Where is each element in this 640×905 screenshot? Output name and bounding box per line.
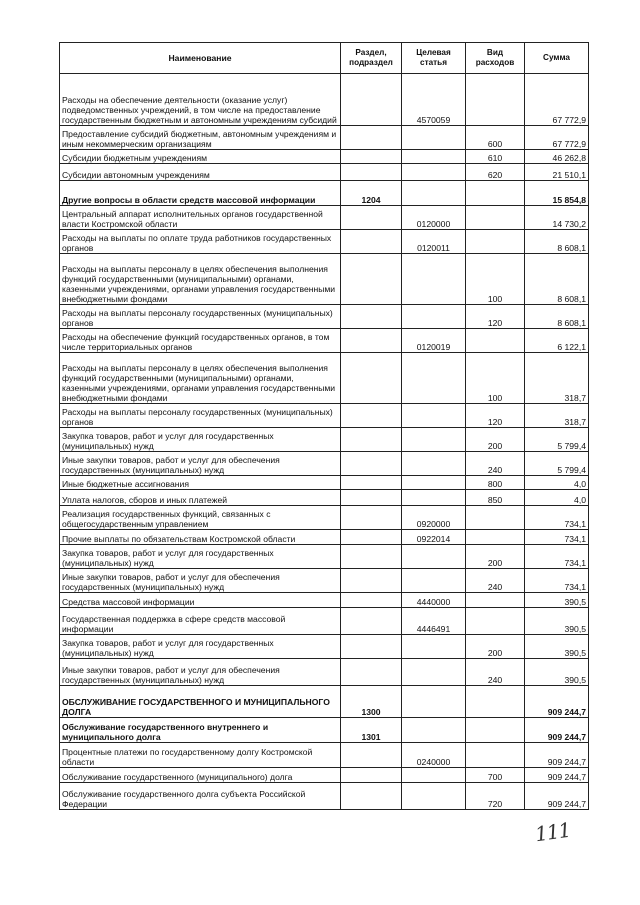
cell-section [341,428,402,452]
cell-name: Другие вопросы в области средств массовой информации [60,181,341,206]
cell-target: 0920000 [402,506,466,530]
table-row [60,230,589,254]
cell-name: Субсидии автономным учреждениям [60,164,341,181]
cell-name: Субсидии бюджетным учреждениям [60,150,341,164]
cell-expense [466,718,525,743]
cell-sum: 390,5 [525,635,589,659]
cell-expense: 620 [466,164,525,181]
cell-sum: 909 244,7 [525,718,589,743]
table-row [60,718,589,743]
cell-expense: 850 [466,490,525,506]
cell-expense: 600 [466,126,525,150]
cell-name: Предоставление субсидий бюджетным, автономным учреждениям и иным некоммерческим организациям [60,126,341,150]
budget-table [59,42,589,810]
cell-section [341,506,402,530]
cell-target [402,659,466,686]
cell-name: Иные бюджетные ассигнования [60,476,341,490]
cell-target: 4446491 [402,608,466,635]
cell-expense [466,181,525,206]
cell-target [402,305,466,329]
cell-name: Процентные платежи по государственному долгу Костромской области [60,743,341,768]
cell-section [341,230,402,254]
cell-expense [466,329,525,353]
cell-expense: 800 [466,476,525,490]
cell-section [341,126,402,150]
cell-target [402,164,466,181]
cell-sum: 21 510,1 [525,164,589,181]
cell-sum: 8 608,1 [525,254,589,305]
cell-target [402,353,466,404]
cell-section: 1204 [341,181,402,206]
cell-expense [466,743,525,768]
cell-target [402,428,466,452]
cell-name: ОБСЛУЖИВАНИЕ ГОСУДАРСТВЕННОГО И МУНИЦИПАЛЬНОГО ДОЛГА [60,686,341,718]
cell-sum: 909 244,7 [525,743,589,768]
cell-sum: 734,1 [525,506,589,530]
cell-expense: 200 [466,428,525,452]
cell-section [341,150,402,164]
cell-section: 1301 [341,718,402,743]
header-sum: Сумма [525,43,589,74]
cell-sum: 909 244,7 [525,783,589,810]
cell-expense [466,206,525,230]
cell-name: Расходы на выплаты по оплате труда работников государственных органов [60,230,341,254]
table-header-row [60,43,589,74]
cell-sum: 390,5 [525,608,589,635]
cell-name: Расходы на обеспечение деятельности (оказание услуг) подведомственных учреждений, в том числе на предоставление государственным бюджетным и автономным учреждениям субсидий [60,74,341,126]
table-row [60,476,589,490]
table-row [60,329,589,353]
cell-expense [466,608,525,635]
cell-section [341,305,402,329]
cell-section [341,452,402,476]
table-row [60,743,589,768]
cell-section: 1300 [341,686,402,718]
cell-name: Уплата налогов, сборов и иных платежей [60,490,341,506]
cell-section [341,545,402,569]
cell-name: Обслуживание государственного внутреннего и муниципального долга [60,718,341,743]
cell-sum: 67 772,9 [525,74,589,126]
cell-target [402,181,466,206]
cell-section [341,635,402,659]
table-row [60,353,589,404]
cell-expense: 200 [466,545,525,569]
table-row [60,305,589,329]
cell-name: Закупка товаров, работ и услуг для государственных (муниципальных) нужд [60,635,341,659]
cell-target: 0240000 [402,743,466,768]
cell-name: Расходы на выплаты персоналу в целях обеспечения выполнения функций государственными (муниципальными) органами, казенными учреждениями, органами управления государственными внебюджетными фондами [60,353,341,404]
cell-section [341,206,402,230]
cell-sum: 6 122,1 [525,329,589,353]
cell-expense [466,506,525,530]
cell-name: Обслуживание государственного долга субъекта Российской Федерации [60,783,341,810]
page-number: 111 [533,817,572,847]
cell-section [341,404,402,428]
header-section: Раздел, подраздел [341,43,402,74]
table-row [60,404,589,428]
cell-section [341,593,402,608]
header-name: Наименование [60,43,341,74]
cell-section [341,530,402,545]
table-row [60,545,589,569]
cell-expense: 120 [466,404,525,428]
cell-name: Закупка товаров, работ и услуг для государственных (муниципальных) нужд [60,428,341,452]
cell-sum: 4,0 [525,490,589,506]
cell-section [341,490,402,506]
cell-expense: 200 [466,635,525,659]
cell-sum: 318,7 [525,404,589,428]
cell-target [402,452,466,476]
cell-section [341,743,402,768]
table-row [60,783,589,810]
cell-name: Иные закупки товаров, работ и услуг для обеспечения государственных (муниципальных) нужд [60,452,341,476]
cell-section [341,569,402,593]
table-row [60,569,589,593]
cell-section [341,608,402,635]
cell-section [341,476,402,490]
table-body [60,74,589,810]
cell-name: Иные закупки товаров, работ и услуг для обеспечения государственных (муниципальных) нужд [60,569,341,593]
cell-target [402,569,466,593]
cell-name: Центральный аппарат исполнительных органов государственной власти Костромской области [60,206,341,230]
cell-sum: 8 608,1 [525,230,589,254]
cell-sum: 318,7 [525,353,589,404]
cell-name: Расходы на обеспечение функций государственных органов, в том числе территориальных органов [60,329,341,353]
cell-target [402,490,466,506]
table-row [60,490,589,506]
table-row [60,74,589,126]
cell-sum: 5 799,4 [525,452,589,476]
cell-section [341,164,402,181]
cell-sum: 390,5 [525,659,589,686]
cell-sum: 4,0 [525,476,589,490]
cell-name: Расходы на выплаты персоналу государственных (муниципальных) органов [60,404,341,428]
cell-name: Реализация государственных функций, связанных с общегосударственным управлением [60,506,341,530]
cell-expense: 120 [466,305,525,329]
table-row [60,593,589,608]
cell-target: 0120011 [402,230,466,254]
cell-sum: 14 730,2 [525,206,589,230]
table-row [60,428,589,452]
table-row [60,150,589,164]
cell-target [402,545,466,569]
cell-expense: 700 [466,768,525,783]
cell-sum: 734,1 [525,530,589,545]
cell-name: Государственная поддержка в сфере средств массовой информации [60,608,341,635]
cell-sum: 8 608,1 [525,305,589,329]
table-row [60,254,589,305]
cell-section [341,783,402,810]
cell-expense: 720 [466,783,525,810]
cell-sum: 909 244,7 [525,686,589,718]
cell-target [402,126,466,150]
cell-name: Средства массовой информации [60,593,341,608]
cell-sum: 909 244,7 [525,768,589,783]
cell-target: 0120000 [402,206,466,230]
cell-expense: 100 [466,353,525,404]
cell-expense: 240 [466,452,525,476]
cell-target [402,768,466,783]
cell-name: Иные закупки товаров, работ и услуг для обеспечения государственных (муниципальных) нужд [60,659,341,686]
cell-target: 4570059 [402,74,466,126]
cell-expense: 240 [466,659,525,686]
cell-expense: 240 [466,569,525,593]
cell-section [341,254,402,305]
cell-expense: 610 [466,150,525,164]
cell-name: Обслуживание государственного (муниципального) долга [60,768,341,783]
cell-expense [466,230,525,254]
cell-expense [466,74,525,126]
table-row [60,659,589,686]
cell-sum: 46 262,8 [525,150,589,164]
table-row [60,181,589,206]
cell-name: Расходы на выплаты персоналу государственных (муниципальных) органов [60,305,341,329]
header-target: Целевая статья [402,43,466,74]
cell-name: Закупка товаров, работ и услуг для государственных (муниципальных) нужд [60,545,341,569]
table-row [60,164,589,181]
table-row [60,686,589,718]
cell-target [402,150,466,164]
cell-sum: 390,5 [525,593,589,608]
cell-target: 4440000 [402,593,466,608]
cell-sum: 734,1 [525,569,589,593]
cell-expense [466,593,525,608]
cell-target [402,254,466,305]
table-row [60,608,589,635]
cell-sum: 734,1 [525,545,589,569]
cell-target [402,476,466,490]
cell-expense [466,686,525,718]
cell-section [341,74,402,126]
table-row [60,635,589,659]
cell-target [402,635,466,659]
cell-target [402,718,466,743]
cell-section [341,353,402,404]
cell-target [402,783,466,810]
cell-name: Расходы на выплаты персоналу в целях обеспечения выполнения функций государственными (муниципальными) органами, казенными учреждениями, органами управления государственными внебюджетными фондами [60,254,341,305]
table-row [60,452,589,476]
table-row [60,530,589,545]
cell-sum: 15 854,8 [525,181,589,206]
cell-sum: 67 772,9 [525,126,589,150]
cell-sum: 5 799,4 [525,428,589,452]
cell-section [341,329,402,353]
cell-target [402,686,466,718]
cell-target: 0922014 [402,530,466,545]
cell-target: 0120019 [402,329,466,353]
cell-target [402,404,466,428]
table-row [60,126,589,150]
table-row [60,206,589,230]
cell-section [341,659,402,686]
cell-section [341,768,402,783]
table-row [60,768,589,783]
cell-expense: 100 [466,254,525,305]
header-expense: Вид расходов [466,43,525,74]
cell-expense [466,530,525,545]
table-row [60,506,589,530]
cell-name: Прочие выплаты по обязательствам Костромской области [60,530,341,545]
